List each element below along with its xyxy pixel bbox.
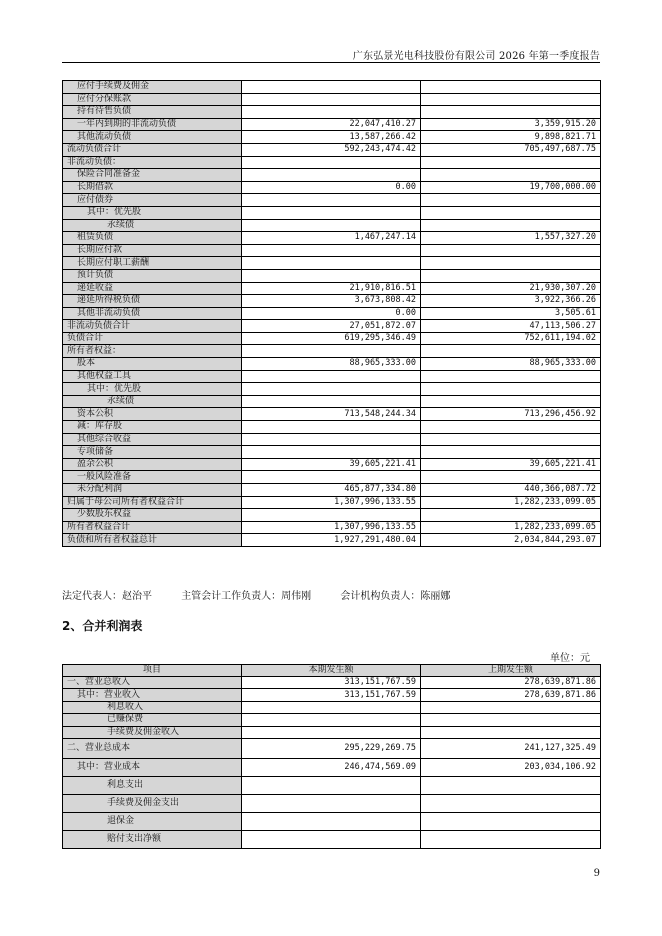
row-label: 一般风险准备 (63, 471, 242, 484)
current-period-value (242, 169, 421, 182)
table-row (63, 307, 601, 320)
table-row (63, 143, 601, 156)
header-prior: 上期发生额 (421, 665, 601, 677)
prior-period-value: 3,505.61 (421, 307, 601, 320)
row-label: 专项储备 (63, 446, 242, 459)
current-period-value: 619,295,346.49 (242, 332, 421, 345)
prior-period-value: 3,359,915.20 (421, 118, 601, 131)
row-label: 利息支出 (63, 776, 242, 794)
row-label: 未分配利润 (63, 484, 242, 497)
table-row (63, 206, 601, 219)
current-period-value (242, 830, 421, 848)
table-row (63, 383, 601, 396)
current-period-value: 27,051,872.07 (242, 320, 421, 333)
row-label: 递延收益 (63, 282, 242, 295)
row-label: 一、营业总收入 (63, 677, 242, 689)
prior-period-value: 440,366,087.72 (421, 484, 601, 497)
row-label: 预计负债 (63, 269, 242, 282)
prior-period-value: 752,611,194.02 (421, 332, 601, 345)
current-period-value (242, 812, 421, 830)
page-number: 9 (593, 868, 600, 879)
table-row (63, 509, 601, 522)
row-label: 赔付支出净额 (63, 830, 242, 848)
current-period-value: 21,910,816.51 (242, 282, 421, 295)
current-period-value: 246,474,569.09 (242, 758, 421, 776)
section-title-income-statement: 2、合并利润表 (62, 619, 143, 633)
prior-period-value (421, 169, 601, 182)
table-row (63, 156, 601, 169)
row-label: 非流动负债合计 (63, 320, 242, 333)
prior-period-value (421, 269, 601, 282)
current-period-value (242, 257, 421, 270)
table-row (63, 738, 601, 758)
table-row (63, 93, 601, 106)
current-period-value: 592,243,474.42 (242, 143, 421, 156)
table-row (63, 458, 601, 471)
row-label: 长期借款 (63, 181, 242, 194)
current-period-value: 1,927,291,480.04 (242, 534, 421, 547)
prior-period-value (421, 433, 601, 446)
table-row (63, 471, 601, 484)
table-row (63, 257, 601, 270)
prior-period-value (421, 345, 601, 358)
prior-period-value (421, 206, 601, 219)
row-label: 股本 (63, 358, 242, 371)
row-label: 永续债 (63, 395, 242, 408)
prior-period-value: 88,965,333.00 (421, 358, 601, 371)
prior-period-value: 47,113,506.27 (421, 320, 601, 333)
row-label: 应付分保账款 (63, 93, 242, 106)
prior-period-value (421, 257, 601, 270)
header-current: 本期发生额 (242, 665, 421, 677)
prior-period-value (421, 714, 601, 726)
prior-period-value: 278,639,871.86 (421, 677, 601, 689)
row-label: 其他流动负债 (63, 131, 242, 144)
table-row (63, 534, 601, 547)
table-row (63, 320, 601, 333)
table-row (63, 194, 601, 207)
prior-period-value: 278,639,871.86 (421, 689, 601, 701)
current-period-value (242, 433, 421, 446)
current-period-value (242, 269, 421, 282)
prior-period-value (421, 794, 601, 812)
prior-period-value: 21,930,307.20 (421, 282, 601, 295)
row-label: 其他非流动负债 (63, 307, 242, 320)
row-label: 持有待售负债 (63, 106, 242, 119)
prior-period-value (421, 383, 601, 396)
current-period-value (242, 106, 421, 119)
current-period-value (242, 383, 421, 396)
current-period-value (242, 81, 421, 94)
current-period-value: 22,047,410.27 (242, 118, 421, 131)
prior-period-value (421, 701, 601, 713)
current-period-value: 0.00 (242, 181, 421, 194)
table-row (63, 219, 601, 232)
accounting-head: 主管会计工作负责人：周伟刚 (181, 591, 312, 602)
row-label: 所有者权益： (63, 345, 242, 358)
table-row (63, 677, 601, 689)
prior-period-value (421, 244, 601, 257)
table-row (63, 295, 601, 308)
current-period-value: 3,673,808.42 (242, 295, 421, 308)
table-row (63, 169, 601, 182)
row-label: 应付债券 (63, 194, 242, 207)
current-period-value (242, 421, 421, 434)
row-label: 归属于母公司所有者权益合计 (63, 496, 242, 509)
income-statement-table (62, 664, 601, 849)
table-row (63, 689, 601, 701)
table-row (63, 726, 601, 738)
current-period-value (242, 776, 421, 794)
table-row (63, 244, 601, 257)
prior-period-value (421, 106, 601, 119)
table-row (63, 484, 601, 497)
prior-period-value (421, 370, 601, 383)
table-row (63, 812, 601, 830)
row-label: 非流动负债： (63, 156, 242, 169)
table-row (63, 758, 601, 776)
table-row (63, 794, 601, 812)
row-label: 保险合同准备金 (63, 169, 242, 182)
prior-period-value (421, 81, 601, 94)
row-label: 其中：营业成本 (63, 758, 242, 776)
prior-period-value: 9,898,821.71 (421, 131, 601, 144)
table-row (63, 830, 601, 848)
prior-period-value (421, 194, 601, 207)
current-period-value (242, 194, 421, 207)
signature-line (62, 587, 476, 602)
current-period-value: 1,467,247.14 (242, 232, 421, 245)
current-period-value: 465,877,334.80 (242, 484, 421, 497)
row-label: 手续费及佣金收入 (63, 726, 242, 738)
table-row (63, 714, 601, 726)
table-header-row (63, 665, 601, 677)
current-period-value (242, 714, 421, 726)
current-period-value (242, 370, 421, 383)
table-row (63, 181, 601, 194)
prior-period-value: 705,497,687.75 (421, 143, 601, 156)
row-label: 租赁负债 (63, 232, 242, 245)
row-label: 所有者权益合计 (63, 521, 242, 534)
table-row (63, 282, 601, 295)
prior-period-value (421, 156, 601, 169)
table-row (63, 232, 601, 245)
prior-period-value (421, 776, 601, 794)
row-label: 递延所得税负债 (63, 295, 242, 308)
row-label: 少数股东权益 (63, 509, 242, 522)
table-row (63, 131, 601, 144)
current-period-value: 39,605,221.41 (242, 458, 421, 471)
header-divider (62, 62, 600, 63)
current-period-value (242, 206, 421, 219)
table-row (63, 446, 601, 459)
row-label: 减：库存股 (63, 421, 242, 434)
table-row (63, 421, 601, 434)
prior-period-value: 1,557,327.20 (421, 232, 601, 245)
prior-period-value: 2,034,844,293.07 (421, 534, 601, 547)
table-row (63, 269, 601, 282)
current-period-value (242, 156, 421, 169)
row-label: 退保金 (63, 812, 242, 830)
prior-period-value: 203,034,106.92 (421, 758, 601, 776)
prior-period-value (421, 93, 601, 106)
row-label: 流动负债合计 (63, 143, 242, 156)
prior-period-value (421, 421, 601, 434)
current-period-value (242, 345, 421, 358)
row-label: 负债和所有者权益总计 (63, 534, 242, 547)
current-period-value (242, 219, 421, 232)
table-row (63, 395, 601, 408)
prior-period-value: 1,282,233,099.05 (421, 521, 601, 534)
table-row (63, 776, 601, 794)
row-label: 其他综合收益 (63, 433, 242, 446)
row-label: 已赚保费 (63, 714, 242, 726)
current-period-value (242, 509, 421, 522)
prior-period-value: 1,282,233,099.05 (421, 496, 601, 509)
current-period-value: 1,307,996,133.55 (242, 521, 421, 534)
prior-period-value (421, 395, 601, 408)
current-period-value: 13,587,266.42 (242, 131, 421, 144)
current-period-value (242, 471, 421, 484)
row-label: 手续费及佣金支出 (63, 794, 242, 812)
table-row (63, 521, 601, 534)
accounting-org-head: 会计机构负责人：陈丽娜 (340, 591, 451, 602)
current-period-value: 713,548,244.34 (242, 408, 421, 421)
row-label: 应付手续费及佣金 (63, 81, 242, 94)
prior-period-value (421, 446, 601, 459)
prior-period-value (421, 726, 601, 738)
balance-sheet-table (62, 80, 601, 547)
row-label: 永续债 (63, 219, 242, 232)
table-row (63, 370, 601, 383)
current-period-value (242, 726, 421, 738)
current-period-value (242, 701, 421, 713)
row-label: 其中：营业收入 (63, 689, 242, 701)
prior-period-value (421, 812, 601, 830)
current-period-value: 1,307,996,133.55 (242, 496, 421, 509)
report-header-title: 广东弘景光电科技股份有限公司 2026 年第一季度报告 (352, 51, 600, 62)
legal-representative: 法定代表人：赵治平 (62, 591, 152, 602)
current-period-value (242, 244, 421, 257)
row-label: 其中：优先股 (63, 383, 242, 396)
table-row (63, 701, 601, 713)
row-label: 其他权益工具 (63, 370, 242, 383)
prior-period-value (421, 830, 601, 848)
prior-period-value (421, 471, 601, 484)
prior-period-value: 3,922,366.26 (421, 295, 601, 308)
current-period-value: 295,229,269.75 (242, 738, 421, 758)
table-row (63, 118, 601, 131)
prior-period-value (421, 219, 601, 232)
row-label: 负债合计 (63, 332, 242, 345)
row-label: 一年内到期的非流动负债 (63, 118, 242, 131)
prior-period-value: 713,296,456.92 (421, 408, 601, 421)
prior-period-value: 39,605,221.41 (421, 458, 601, 471)
current-period-value (242, 93, 421, 106)
table-row (63, 345, 601, 358)
prior-period-value: 241,127,325.49 (421, 738, 601, 758)
row-label: 利息收入 (63, 701, 242, 713)
current-period-value: 0.00 (242, 307, 421, 320)
prior-period-value: 19,700,000.00 (421, 181, 601, 194)
current-period-value (242, 446, 421, 459)
row-label: 其中：优先股 (63, 206, 242, 219)
table-row (63, 433, 601, 446)
table-row (63, 81, 601, 94)
row-label: 资本公积 (63, 408, 242, 421)
table-row (63, 358, 601, 371)
prior-period-value (421, 509, 601, 522)
current-period-value (242, 395, 421, 408)
header-item: 项目 (63, 665, 242, 677)
row-label: 盈余公积 (63, 458, 242, 471)
row-label: 二、营业总成本 (63, 738, 242, 758)
table-row (63, 106, 601, 119)
current-period-value: 313,151,767.59 (242, 689, 421, 701)
current-period-value: 88,965,333.00 (242, 358, 421, 371)
table-row (63, 496, 601, 509)
row-label: 长期应付款 (63, 244, 242, 257)
row-label: 长期应付职工薪酬 (63, 257, 242, 270)
current-period-value: 313,151,767.59 (242, 677, 421, 689)
current-period-value (242, 794, 421, 812)
unit-label: 单位：元 (550, 653, 590, 664)
table-row (63, 332, 601, 345)
table-row (63, 408, 601, 421)
